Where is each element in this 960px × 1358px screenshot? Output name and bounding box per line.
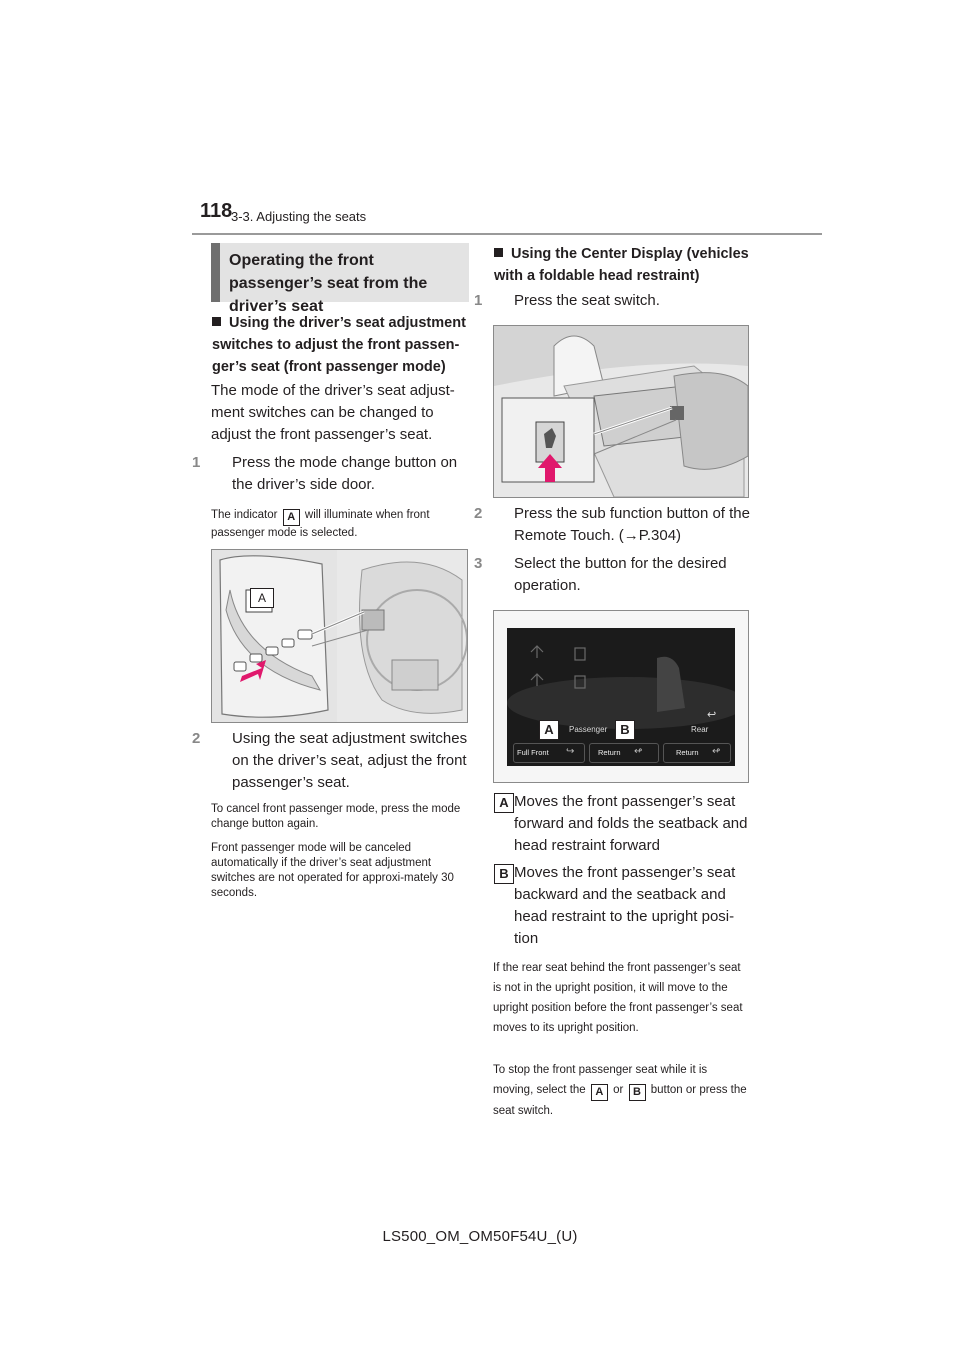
full-front-label: Full Front <box>517 748 549 757</box>
note-cancel: To cancel front passenger mode, press the mode change button again. <box>211 803 461 830</box>
subheading-driver-switches: Using the driver’s seat adjustment switches to adjust the front passen-ger’s seat (front passenger mode) <box>212 315 466 375</box>
square-bullet-icon <box>494 248 503 257</box>
figure-seat-switch <box>493 325 749 498</box>
badge-b: B <box>629 1084 646 1101</box>
seat-fold-icon: ↪ <box>566 746 575 757</box>
seat-upright-icon: ↫ <box>712 746 721 757</box>
door-switch-illustration <box>212 550 467 722</box>
step-2-left: 2 Using the seat adjustment switches on the driver’s seat, adjust the front passenger’s seat. <box>192 730 468 791</box>
step-1-right: 1 Press the seat switch. <box>494 290 770 312</box>
badge-a: A <box>591 1084 608 1101</box>
step-number: 2 <box>474 505 483 522</box>
item-badge-a: A <box>494 793 514 813</box>
item-a-description: Moves the front passenger’s seat forward and folds the seatback and head restraint forward <box>514 793 748 854</box>
screen-badge-a: A <box>539 720 559 740</box>
step-number: 1 <box>474 292 483 309</box>
passenger-label: Passenger <box>569 725 608 734</box>
return-label: Return <box>598 748 621 757</box>
page-number: 118 <box>200 200 233 222</box>
step-3-right: 3 Select the button for the desired operation. <box>474 555 727 594</box>
full-front-button[interactable] <box>513 743 585 763</box>
subheading-center-display: Using the Center Display (vehicles with a foldable head restraint) <box>494 246 749 284</box>
note-auto-cancel: Front passenger mode will be canceled automatically if the driver’s seat adjustment switches are not operated for approxi-mately 30 seconds. <box>211 842 454 899</box>
return-label: Return <box>676 748 699 757</box>
section-heading: Operating the front passenger’s seat from the driver’s seat <box>211 243 469 302</box>
item-badge-b: B <box>494 864 514 884</box>
figure-label-a: A <box>250 588 274 608</box>
seat-switch-illustration <box>494 326 748 497</box>
step-number: 2 <box>192 730 201 747</box>
step-2-right: 2 Press the sub function button of the Remote Touch. (→P.304) <box>474 505 750 544</box>
section-title: 3-3. Adjusting the seats <box>231 209 367 224</box>
square-bullet-icon <box>212 317 221 326</box>
step-1-left: 1 Press the mode change button on the driver’s side door. <box>192 454 458 493</box>
rear-label: Rear <box>691 725 709 734</box>
figure-door-switches <box>211 549 468 723</box>
note-stop-seat: To stop the front passenger seat while it is moving, select the A or B button or press the seat switch. <box>493 1064 747 1117</box>
return-button-passenger[interactable] <box>589 743 659 763</box>
step-number: 3 <box>474 555 483 572</box>
display-screen <box>507 628 735 766</box>
note-rear-seat: If the rear seat behind the front passenger’s seat is not in the upright position, it will move to the upright position before the front passenger’s seat moves to its upright position. <box>493 962 743 1034</box>
return-button-rear[interactable] <box>663 743 731 763</box>
intro-paragraph: The mode of the driver’s seat adjust-ment switches can be changed to adjust the front passenger’s seat. <box>211 382 455 443</box>
item-b-description: Moves the front passenger’s seat backward and the seatback and head restraint to the upright posi-tion <box>514 864 736 947</box>
seat-upright-icon: ↫ <box>634 746 643 757</box>
figure-center-display <box>493 610 749 783</box>
screen-badge-b: B <box>615 720 635 740</box>
step-number: 1 <box>192 454 201 471</box>
document-code: LS500_OM_OM50F54U_(U) <box>382 1228 578 1245</box>
note-indicator: The indicator A will illuminate when front passenger mode is selected. <box>211 509 430 539</box>
header-rule <box>192 233 822 235</box>
badge-a: A <box>283 509 300 526</box>
back-icon[interactable]: ↩ <box>707 709 717 721</box>
